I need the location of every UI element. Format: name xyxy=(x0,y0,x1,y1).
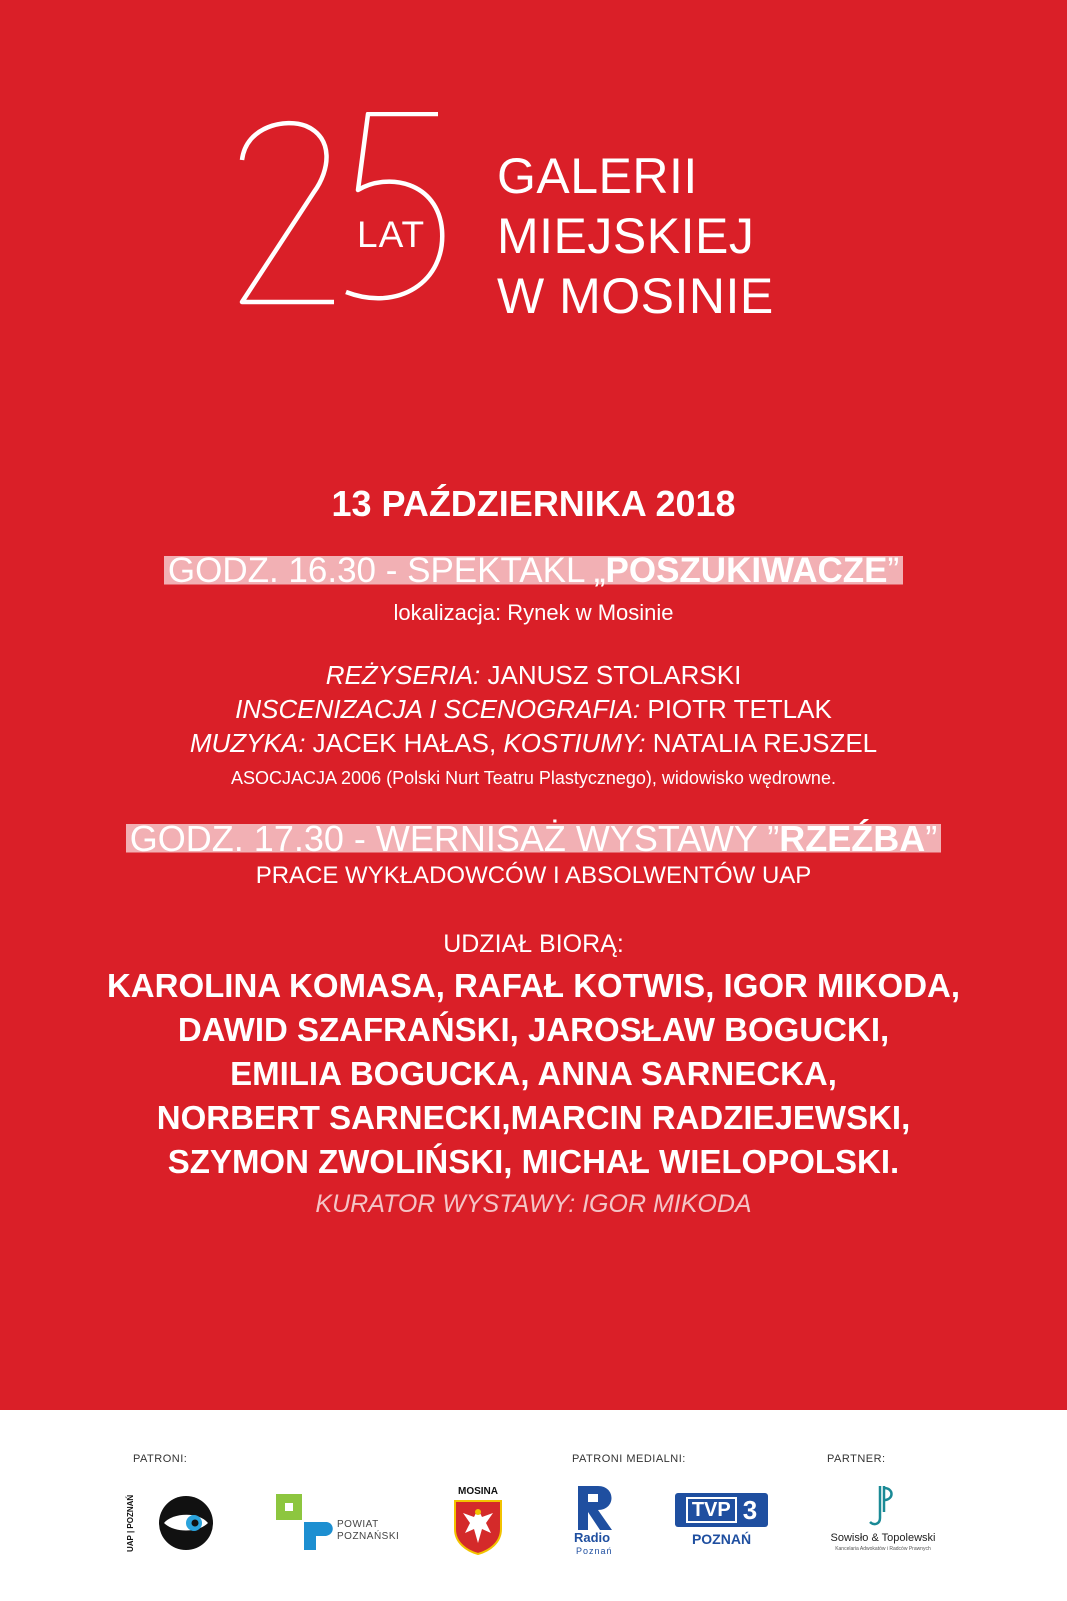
staging-value: PIOTR TETLAK xyxy=(640,694,832,724)
mosina-crest-icon xyxy=(453,1499,503,1555)
second-event-works: PRACE WYKŁADOWCÓW I ABSOLWENTÓW UAP xyxy=(255,862,812,889)
number-25-graphic xyxy=(238,112,450,312)
second-event-heading xyxy=(0,818,1067,860)
radio-label: Radio xyxy=(574,1530,611,1545)
tvp3-logo xyxy=(675,1493,768,1527)
first-event-location: lokalizacja: Rynek w Mosinie xyxy=(393,600,674,625)
uap-logo-text: UAP | POZNAŃ xyxy=(126,1494,135,1552)
uap-logo-text-wrap xyxy=(126,1492,140,1552)
participants-line-1: KAROLINA KOMASA, RAFAŁ KOTWIS, IGOR MIKODA, xyxy=(106,967,961,1004)
participants-line-3: EMILIA BOGUCKA, ANNA SARNECKA, xyxy=(230,1055,837,1092)
partner-label: PARTNER: xyxy=(827,1453,886,1465)
uap-eye-icon xyxy=(158,1495,214,1551)
event-date: 13 PAŹDZIERNIKA 2018 xyxy=(331,483,736,524)
second-event-suffix: ” xyxy=(925,818,938,859)
partner-sub: Kancelaria Adwokatów i Radców Prawnych xyxy=(835,1546,931,1552)
music-value: JACEK HAŁAS, xyxy=(305,728,504,758)
radio-poznan-icon xyxy=(576,1486,616,1530)
credit-direction xyxy=(0,660,1067,691)
costumes-value: NATALIA REJSZEL xyxy=(645,728,878,758)
second-event-prefix: GODZ. 17.30 - WERNISAŻ WYSTAWY ” xyxy=(129,818,780,859)
tvp-label: TVP xyxy=(686,1497,737,1523)
partner-name: Sowisło & Topolewski xyxy=(830,1532,936,1544)
curator-note: KURATOR WYSTAWY: IGOR MIKODA xyxy=(315,1190,752,1218)
participants-line-4: NORBERT SARNECKI,MARCIN RADZIEJEWSKI, xyxy=(156,1099,911,1136)
costumes-label: KOSTIUMY: xyxy=(503,728,646,758)
music-label: MUZYKA: xyxy=(189,728,306,758)
patrons-label: PATRONI: xyxy=(133,1453,188,1465)
powiat-line-1: POWIAT xyxy=(337,1519,379,1530)
title-line-3: W MOSINIE xyxy=(497,268,774,324)
title-line-1: GALERII xyxy=(497,148,698,204)
second-event-name: RZEŹBA xyxy=(779,818,926,859)
radio-sub-label: Poznań xyxy=(576,1546,613,1556)
direction-value: JANUSZ STOLARSKI xyxy=(480,660,742,690)
first-event-heading xyxy=(0,550,1067,592)
credit-staging xyxy=(0,694,1067,725)
tvp-sub-label: POZNAŃ xyxy=(691,1531,752,1547)
participants-line-5: SZYMON ZWOLIŃSKI, MICHAŁ WIELOPOLSKI. xyxy=(167,1143,900,1180)
staging-label: INSCENIZACJA I SCENOGRAFIA: xyxy=(235,694,641,724)
first-event-suffix: ” xyxy=(887,551,900,590)
direction-label: REŻYSERIA: xyxy=(325,660,481,690)
participants-label: UDZIAŁ BIORĄ: xyxy=(443,930,624,958)
lat-label: LAT xyxy=(357,214,426,255)
participants-line-2: DAWID SZAFRAŃSKI, JAROSŁAW BOGUCKI, xyxy=(177,1011,890,1048)
credit-music-costumes xyxy=(0,728,1067,759)
media-patrons-label: PATRONI MEDIALNI: xyxy=(572,1453,686,1465)
powiat-line-2: POZNAŃSKI xyxy=(337,1531,400,1542)
association-note: ASOCJACJA 2006 (Polski Nurt Teatru Plastycznego), widowisko wędrowne. xyxy=(231,768,836,788)
powiat-logo-icon xyxy=(276,1494,340,1550)
mosina-label: MOSINA xyxy=(458,1486,498,1497)
partner-monogram-icon xyxy=(868,1484,896,1528)
title-line-2: MIEJSKIEJ xyxy=(497,208,755,264)
powiat-logo-text xyxy=(337,1519,399,1543)
first-event-name: POSZUKIWACZE xyxy=(605,551,888,590)
gallery-title xyxy=(497,146,774,326)
first-event-prefix: GODZ. 16.30 - SPEKTAKL „ xyxy=(167,551,606,590)
tvp-number: 3 xyxy=(742,1494,758,1525)
